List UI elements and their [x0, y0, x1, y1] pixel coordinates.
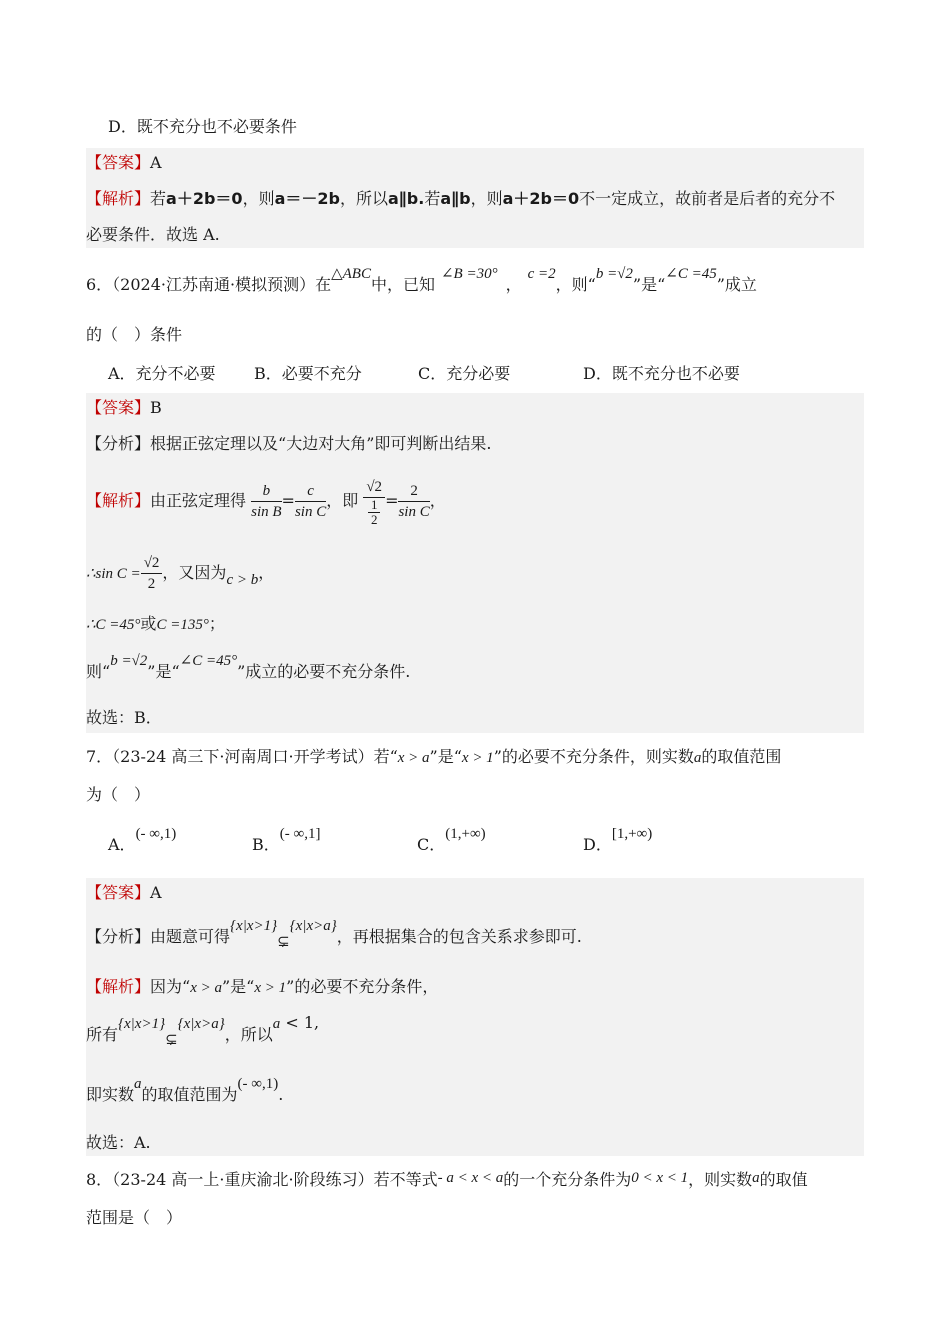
option-value: [1,+∞) [611, 826, 653, 842]
denominator: sin C [294, 504, 327, 520]
q7-analysis [86, 918, 582, 950]
half-fraction [368, 498, 381, 527]
q7-explanation-line3 [86, 1076, 284, 1107]
explanation-tag: 【解析】 [86, 189, 151, 208]
math: 0 < x < 1 [631, 1170, 689, 1186]
text: ”是“ [147, 662, 180, 681]
answer-tag: 【答案】 [86, 883, 151, 902]
q5-explanation-line1 [86, 188, 835, 210]
math: - a < x < a [437, 1170, 504, 1186]
q6-explanation-line2 [86, 545, 274, 601]
text: 若 [150, 189, 167, 208]
q6-stem-line1 [86, 266, 757, 297]
q6-option-d[interactable]: D．既不充分也不必要 [583, 364, 740, 383]
explanation-tag: 【解析】 [86, 977, 151, 996]
text: ，则“ [555, 275, 596, 294]
text: ”是“ [429, 747, 462, 766]
q8-stem-line2: 范围是（ ） [86, 1208, 183, 1227]
text: 因为“ [150, 977, 191, 996]
set-expr: {x|x>a} [289, 918, 337, 934]
explanation-tag: 【解析】 [86, 491, 151, 510]
denominator: 2 [370, 511, 378, 527]
text: ，则 [470, 189, 503, 208]
option-value: (- ∞,1] [279, 826, 321, 842]
subset-symbol: ⊊ [165, 1032, 178, 1048]
text: 6．（2024·江苏南通·模拟预测）在 [86, 275, 332, 294]
math: c > b [226, 572, 259, 588]
set-expr: {x|x>a} [177, 1016, 225, 1032]
text: ”是“ [221, 977, 255, 996]
q6-analysis [86, 433, 491, 455]
vector-expr: a＋2b＝0 [166, 189, 243, 208]
text: ，则 [242, 189, 275, 208]
numerator: √2 [141, 553, 163, 574]
q5-solution-box [86, 148, 864, 248]
text: 中，已知 [370, 275, 435, 294]
fraction [141, 553, 163, 594]
fraction [251, 481, 281, 522]
numerator: 2 [398, 481, 429, 502]
math: ∴sin C = [86, 566, 141, 582]
numerator: 1 [368, 498, 381, 513]
option-value: (1,+∞) [445, 826, 486, 842]
text: ； [208, 614, 225, 633]
q5-answer [86, 152, 162, 174]
math: b =√2 [595, 266, 633, 282]
option-label: D． [583, 835, 612, 854]
vector-expr: a∥b [440, 189, 471, 208]
q7-stem-line2: 为（ ） [86, 785, 151, 804]
q6-option-a[interactable]: A．充分不必要 [108, 364, 216, 383]
q8-stem-line1 [86, 1169, 808, 1192]
math: b =√2 [110, 653, 148, 669]
math: C =135° [156, 617, 209, 633]
answer-value: A [150, 883, 162, 902]
math: x > 1 [254, 980, 287, 996]
q7-explanation-line1 [86, 976, 438, 999]
answer-value: B [150, 398, 162, 417]
q6-conclusion: 故选：B． [86, 708, 162, 727]
fraction [295, 481, 326, 522]
q6-explanation-line4 [86, 653, 411, 684]
numerator: b [251, 481, 281, 502]
text: 由题意可得 [150, 927, 231, 946]
math: c =2 [527, 266, 556, 282]
text: 根据正弦定理以及“大边对大角”即可判断出结果. [150, 434, 492, 453]
q7-solution-box [86, 878, 864, 1156]
option-label: C． [417, 835, 446, 854]
math: ∠C =45 [665, 266, 717, 282]
q6-solution-box [86, 393, 864, 733]
math: a [693, 750, 702, 766]
math: a [272, 1016, 281, 1032]
text: ，即 [326, 491, 359, 510]
text: 或 [140, 614, 157, 633]
text: 的一个充分条件为 [503, 1170, 632, 1189]
answer-tag: 【答案】 [86, 153, 151, 172]
text: ”成立 [716, 275, 757, 294]
math: ∴C =45° [86, 617, 141, 633]
set-expr: {x|x>1} [118, 1016, 166, 1032]
math: x > a [397, 750, 430, 766]
text: ”的必要不充分条件， [286, 977, 439, 996]
denominator: sin C [398, 504, 430, 520]
q7-option-a[interactable] [108, 826, 177, 855]
vector-expr: a＋2b＝0 [502, 189, 580, 208]
text: ， [258, 563, 275, 582]
text: ，所以 [224, 1025, 273, 1044]
option-label: B． [252, 835, 280, 854]
text: 的取值范围为 [141, 1085, 238, 1104]
q7-conclusion: 故选：A. [86, 1133, 151, 1152]
text: ”成立的必要不充分条件. [237, 662, 411, 681]
q5-option-d: D．既不充分也不必要条件 [108, 117, 297, 136]
option-label: A． [108, 835, 136, 854]
analysis-tag: 【分析】 [86, 927, 151, 946]
text: ，再根据集合的包含关系求参即可. [336, 927, 582, 946]
denominator: sin B [251, 504, 282, 520]
q7-option-d[interactable] [583, 826, 653, 855]
q7-answer [86, 882, 162, 904]
text: 即实数 [86, 1085, 135, 1104]
text: ， [429, 491, 446, 510]
vector-expr: a＝－2b [274, 189, 340, 208]
q7-option-b[interactable] [252, 826, 321, 855]
math: (- ∞,1) [237, 1076, 279, 1092]
text: 由正弦定理得 [150, 491, 247, 510]
text: ，所以 [339, 189, 388, 208]
math: x > 1 [461, 750, 494, 766]
q6-option-b[interactable]: B．必要不充分 [254, 364, 362, 383]
math: ∠B =30° [440, 266, 498, 282]
q6-explanation-line1: 【解析】由正弦定理得 $\frac{b}{\text{sin B}}$ = $\frac{c}{\text{sin C}}$ ，即 $\frac{√2}{\frac{1}{2}}$ = $\frac{2}{\text{sin C}}$ ， [86, 478, 446, 527]
subset-symbol: ⊊ [277, 934, 290, 950]
text: ，又因为 [162, 563, 227, 582]
text: 7．（23-24 高三下·河南周口·开学考试）若“ [86, 747, 398, 766]
math: △ABC [331, 266, 371, 282]
answer-value: A [150, 153, 162, 172]
numerator: c [295, 481, 326, 502]
math: < 1, [280, 1013, 320, 1032]
text: ，则实数 [688, 1170, 753, 1189]
text: . [278, 1085, 284, 1104]
fraction [398, 481, 429, 522]
text: 所有 [86, 1025, 119, 1044]
text: 的取值范围 [701, 747, 782, 766]
q7-explanation-line2 [86, 1013, 320, 1048]
denominator: 2 [147, 576, 156, 592]
q6-answer [86, 397, 162, 419]
answer-tag: 【答案】 [86, 398, 151, 417]
math: a [752, 1170, 760, 1186]
text: ， [505, 275, 522, 294]
fraction [363, 477, 385, 527]
analysis-tag: 【分析】 [86, 434, 151, 453]
numerator: √2 [363, 477, 385, 498]
option-value: (- ∞,1) [135, 826, 177, 842]
text: ”的必要不充分条件，则实数 [493, 747, 694, 766]
vector-expr: a∥b. [387, 189, 425, 208]
text: 不一定成立，故前者是后者的充分不 [579, 189, 836, 208]
text: 若 [424, 189, 441, 208]
q5-explanation-line2: 必要条件．故选 A. [86, 225, 220, 244]
math: a [134, 1076, 142, 1092]
q6-explanation-line3 [86, 613, 225, 636]
q7-option-c[interactable] [417, 826, 486, 855]
q6-stem-line2: 的（ ）条件 [86, 325, 183, 344]
text: 8．（23-24 高一上·重庆渝北·阶段练习）若不等式 [86, 1170, 438, 1189]
denominator [363, 498, 385, 527]
q7-stem-line1 [86, 746, 781, 769]
q6-option-c[interactable]: C．充分必要 [418, 364, 511, 383]
math: ∠C =45° [179, 653, 238, 669]
set-expr: {x|x>1} [230, 918, 278, 934]
text: 的取值 [759, 1170, 808, 1189]
text: 则“ [86, 662, 111, 681]
text: ”是“ [632, 275, 666, 294]
math: x > a [190, 980, 222, 996]
